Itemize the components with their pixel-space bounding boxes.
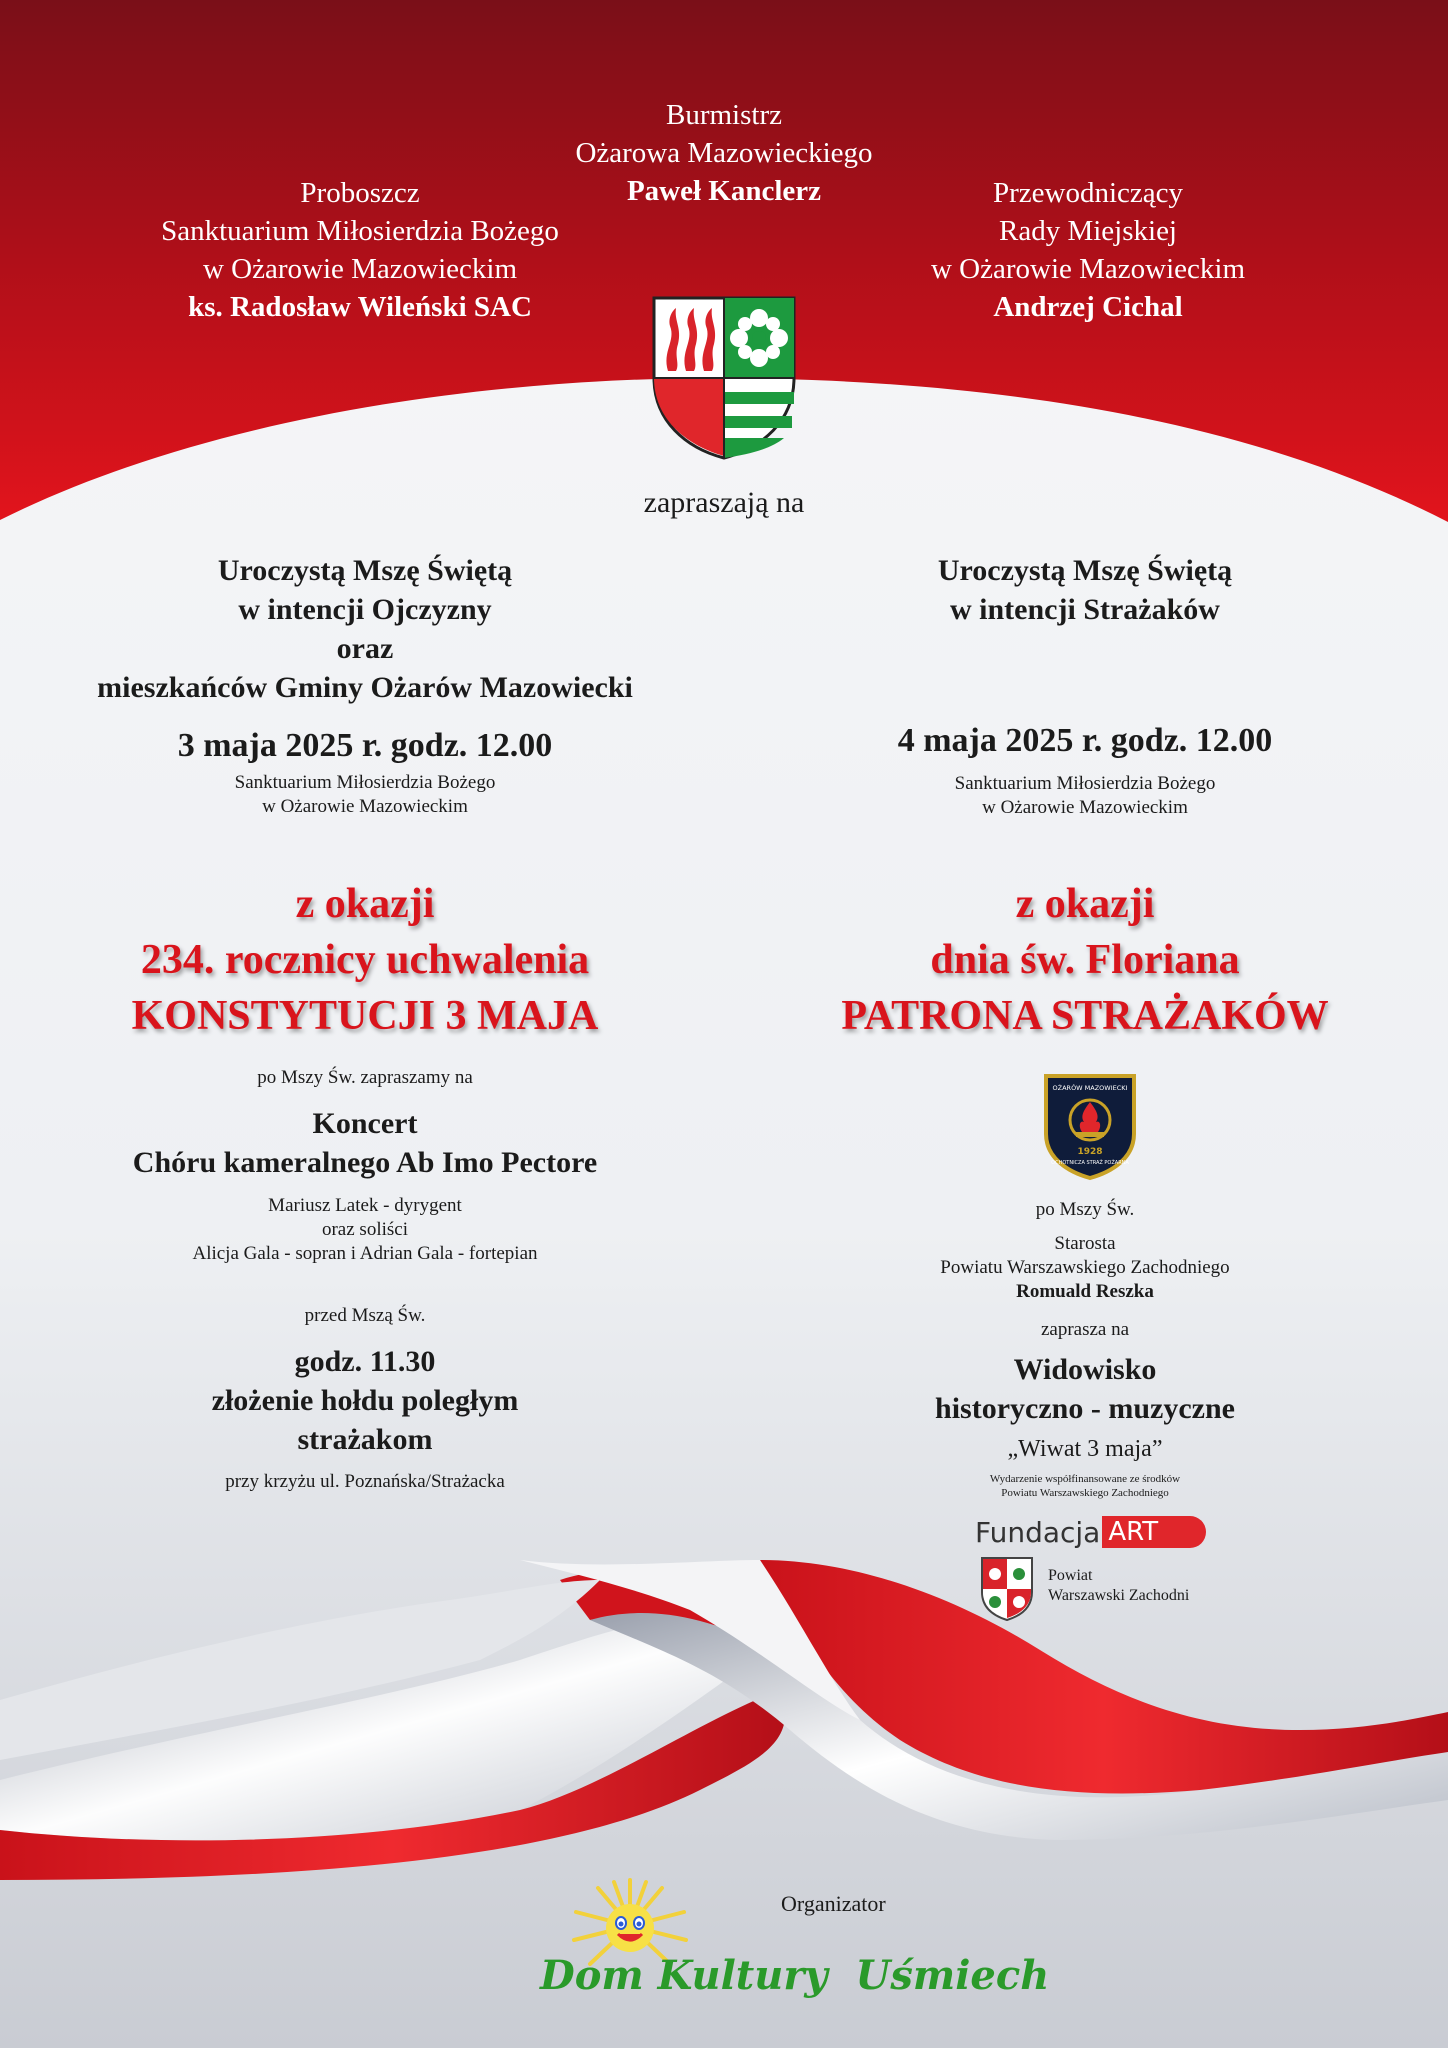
fire-brigade-badge-icon	[1040, 1070, 1140, 1182]
priest-sanctuary: Sanktuarium Miłosierdzia Bożego	[161, 215, 559, 247]
invite-text: zapraszają na	[643, 486, 805, 519]
fundacja-art-logo	[975, 1514, 1206, 1550]
council-body: Rady Miejskiej	[998, 215, 1177, 247]
council-name: Andrzej Cichal	[993, 291, 1183, 323]
left-after-mass: po Mszy Św. zapraszamy na	[257, 1067, 473, 1088]
right-after-mass: po Mszy Św.	[1035, 1199, 1135, 1220]
svg-text:1928: 1928	[1077, 1147, 1103, 1157]
left-before-mass: przed Mszą Św.	[304, 1305, 426, 1326]
tribute-heading: godz. 11.30 złożenie hołdu poległym strażakom	[211, 1345, 519, 1456]
right-invites: zaprasza na	[1040, 1319, 1130, 1340]
show-heading: Widowisko historyczno - muzyczne	[935, 1353, 1235, 1425]
organizer-label: Organizator	[781, 1891, 886, 1916]
left-date: 3 maja 2025 r. godz. 12.00	[177, 727, 553, 764]
coat-of-arms-icon	[652, 296, 796, 460]
left-place: Sanktuarium Miłosierdzia Bożego w Ożarowie Mazowieckim	[234, 772, 496, 817]
starosta-block: Starosta Powiatu Warszawskiego Zachodniego Romuald Reszka	[760, 1232, 1410, 1304]
priest-location: w Ożarowie Mazowieckim	[202, 253, 518, 285]
concert-performers: Mariusz Latek - dyrygent oraz soliści Alicja Gala - sopran i Adrian Gala - fortepian	[192, 1195, 538, 1264]
svg-text:OCHOTNICZA STRAŻ POŻARNA: OCHOTNICZA STRAŻ POŻARNA	[1051, 1160, 1129, 1166]
priest-name: ks. Radosław Wileński SAC	[188, 291, 532, 323]
funding-note: Wydarzenie współfinansowane ze środków Powiatu Warszawskiego Zachodniego	[989, 1473, 1181, 1499]
left-mass-heading: Uroczystą Mszę Świętą w intencji Ojczyzny oraz mieszkańców Gminy Ożarów Mazowiecki	[97, 554, 633, 704]
starosta-name: Romuald Reszka	[1016, 1281, 1154, 1302]
mayor-title: Burmistrz	[666, 99, 782, 131]
council-location: w Ożarowie Mazowieckim	[930, 253, 1246, 285]
mayor-office: Ożarowa Mazowieckiego	[575, 137, 873, 169]
council-title: Przewodniczący	[992, 177, 1183, 209]
fundacja-label: Fundacja	[975, 1515, 1101, 1549]
svg-text:OŻARÓW MAZOWIECKI: OŻARÓW MAZOWIECKI	[1052, 1084, 1128, 1092]
art-swirl-icon	[1164, 1516, 1206, 1548]
dom-kultury-logo-text: Dom Kultury Uśmiech	[540, 1952, 1050, 1999]
art-label: ART	[1102, 1516, 1164, 1548]
concert-heading: Koncert Chóru kameralnego Ab Imo Pectore	[132, 1107, 598, 1179]
right-place: Sanktuarium Miłosierdzia Bożego w Ożarowie Mazowieckim	[954, 773, 1216, 818]
right-mass-heading: Uroczystą Mszę Świętą w intencji Strażaków	[937, 554, 1233, 626]
tribute-place: przy krzyżu ul. Poznańska/Strażacka	[225, 1471, 505, 1492]
mayor-name: Paweł Kanclerz	[626, 175, 822, 207]
header-right	[868, 174, 1308, 326]
left-occasion: z okazji 234. rocznicy uchwalenia KONSTYTUCJI 3 MAJA	[131, 881, 599, 1039]
powiat-crest-icon	[980, 1556, 1034, 1622]
priest-title: Proboszcz	[300, 177, 420, 209]
powiat-label: Powiat Warszawski Zachodni	[1048, 1567, 1190, 1604]
right-date: 4 maja 2025 r. godz. 12.00	[897, 722, 1273, 759]
right-occasion: z okazji dnia św. Floriana PATRONA STRAŻAKÓW	[841, 881, 1329, 1039]
show-title: „Wiwat 3 maja”	[1007, 1436, 1163, 1462]
header-left	[110, 174, 610, 326]
